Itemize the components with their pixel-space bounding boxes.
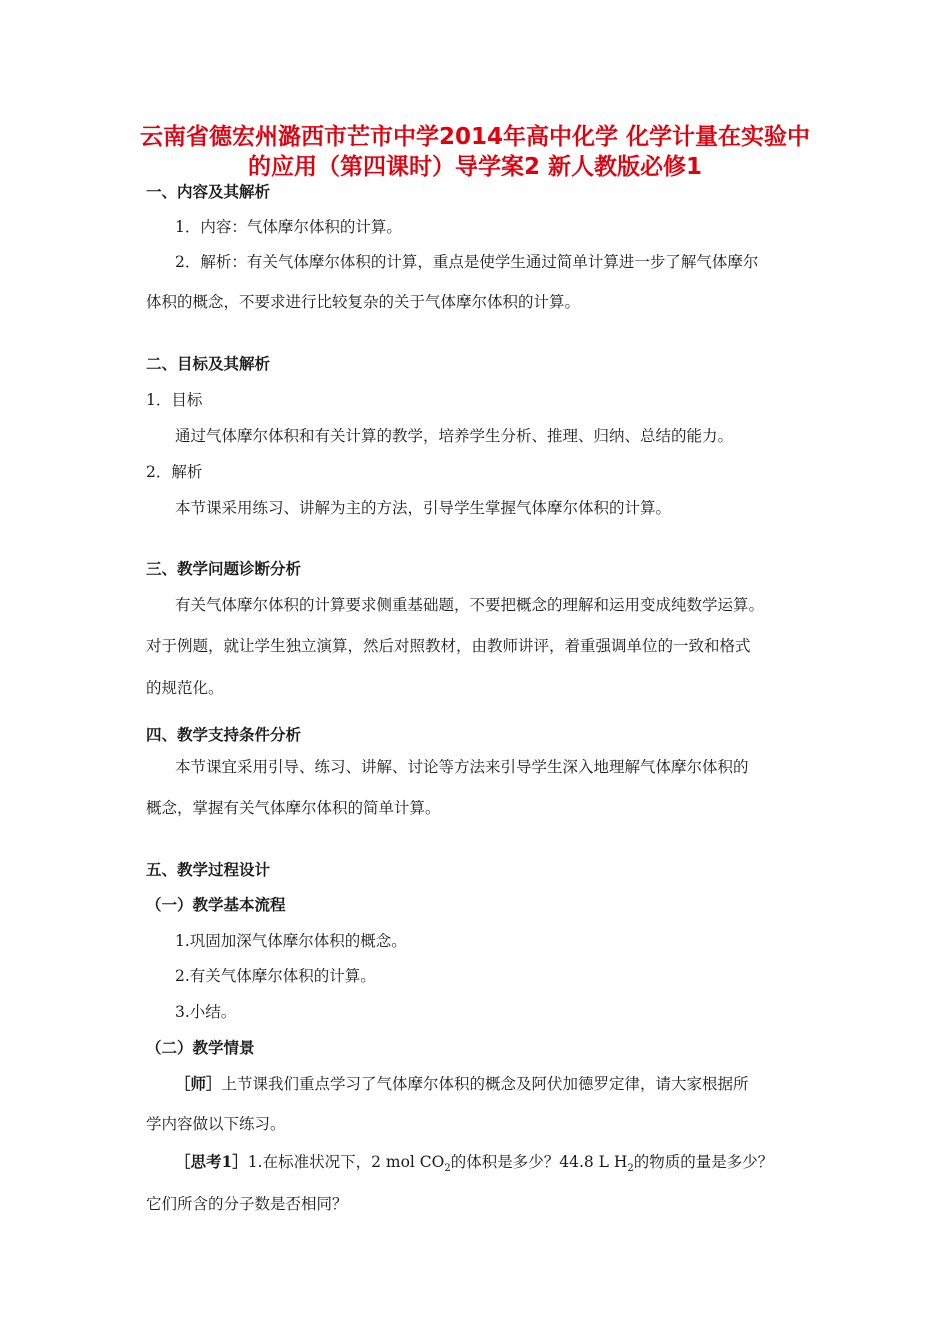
flow-step-1: 1.巩固加深气体摩尔体积的概念。 <box>175 932 407 950</box>
subsection-scenario-heading: （二）教学情景 <box>146 1039 255 1057</box>
teacher-line-2: 学内容做以下练习。 <box>146 1115 286 1133</box>
think-1-text-a: 1.在标准状况下，2 mol CO <box>247 1153 445 1171</box>
section-5-heading: 五、教学过程设计 <box>146 861 271 879</box>
section-3-heading: 三、教学问题诊断分析 <box>146 560 302 578</box>
section-4-line-1: 本节课宜采用引导、练习、讲解、讨论等方法来引导学生深入地理解气体摩尔体积的 <box>175 758 749 776</box>
section-2-analysis-label: 2．解析 <box>146 463 203 481</box>
section-1-analysis-line-1: 2．解析：有关气体摩尔体积的计算，重点是使学生通过简单计算进一步了解气体摩尔 <box>175 253 759 271</box>
teacher-text-1: 上节课我们重点学习了气体摩尔体积的概念及阿伏加德罗定律，请大家根据所 <box>221 1075 749 1093</box>
think-1-line-2: 它们所含的分子数是否相同？ <box>146 1195 348 1213</box>
section-1-content: 1．内容：气体摩尔体积的计算。 <box>175 218 402 236</box>
section-3-line-3: 的规范化。 <box>146 679 224 697</box>
section-1-heading: 一、内容及其解析 <box>146 183 271 201</box>
co2-subscript: 2 <box>444 1163 451 1175</box>
section-2-analysis-text: 本节课采用练习、讲解为主的方法，引导学生掌握气体摩尔体积的计算。 <box>175 499 672 517</box>
section-4-heading: 四、教学支持条件分析 <box>146 726 302 744</box>
section-3-line-2: 对于例题，就让学生独立演算，然后对照教材，由教师讲评，着重强调单位的一致和格式 <box>146 637 751 655</box>
think-1-tag: ［思考1］ <box>175 1152 248 1171</box>
document-title-line-2: 的应用（第四课时）导学案2 新人教版必修1 <box>247 154 702 180</box>
document-title-line-1: 云南省德宏州潞西市芒市中学2014年高中化学 化学计量在实验中 <box>139 124 811 150</box>
section-2-heading: 二、目标及其解析 <box>146 355 271 373</box>
think-1-line-1 <box>175 1150 773 1174</box>
think-1-text-b: 的体积是多少？44.8 L H <box>450 1153 628 1171</box>
section-2-goal-text: 通过气体摩尔体积和有关计算的教学，培养学生分析、推理、归纳、总结的能力。 <box>175 427 734 445</box>
section-3-line-1: 有关气体摩尔体积的计算要求侧重基础题，不要把概念的理解和运用变成纯数学运算。 <box>175 596 765 614</box>
teacher-tag: ［师］ <box>175 1074 222 1093</box>
h2-subscript: 2 <box>627 1163 634 1175</box>
flow-step-3: 3.小结。 <box>175 1003 237 1021</box>
flow-step-2: 2.有关气体摩尔体积的计算。 <box>175 967 376 985</box>
section-4-line-2: 概念，掌握有关气体摩尔体积的简单计算。 <box>146 799 441 817</box>
section-2-goal-label: 1．目标 <box>146 391 203 409</box>
teacher-line-1 <box>175 1072 749 1094</box>
section-1-analysis-line-2: 体积的概念，不要求进行比较复杂的关于气体摩尔体积的计算。 <box>146 293 581 311</box>
think-1-text-c: 的物质的量是多少？ <box>633 1153 774 1171</box>
subsection-basic-flow-heading: （一）教学基本流程 <box>146 896 286 914</box>
